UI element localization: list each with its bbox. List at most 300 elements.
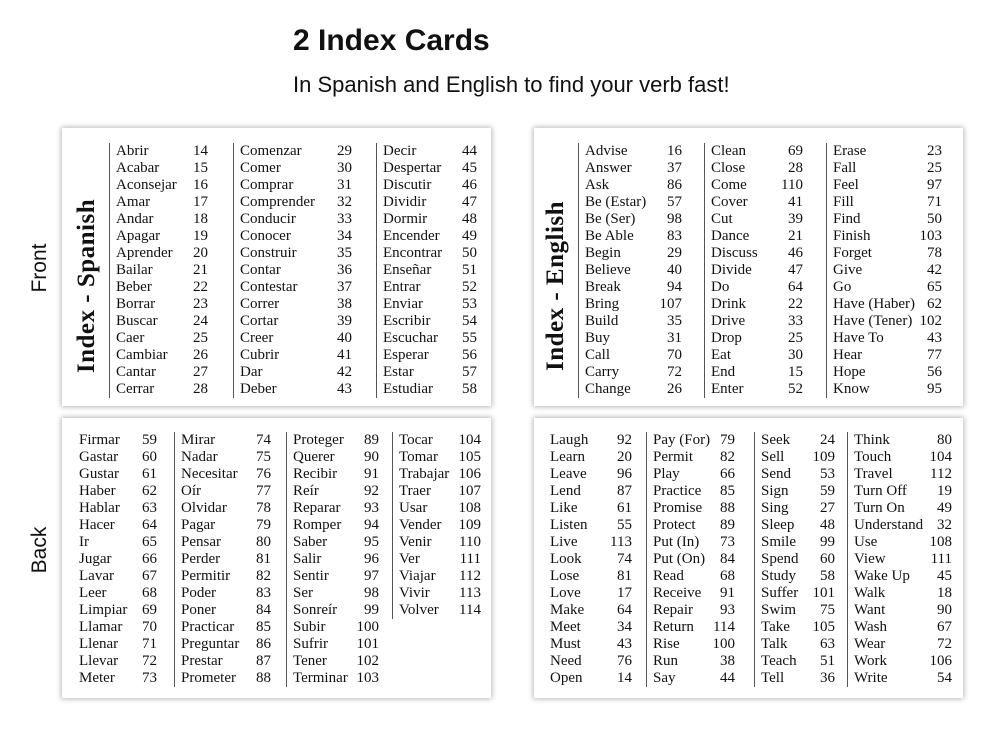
verb-number: 106 — [458, 466, 481, 482]
verb-entry — [848, 534, 952, 551]
verb-word: Encender — [383, 228, 440, 244]
verb-word: Suffer — [761, 585, 799, 601]
verb-entry — [579, 245, 682, 262]
verb-number: 64 — [142, 517, 157, 533]
verb-entry — [234, 313, 352, 330]
verb-word: Comprar — [240, 177, 294, 193]
verb-entry — [647, 619, 735, 636]
verb-number: 61 — [142, 466, 157, 482]
verb-entry — [175, 432, 271, 449]
verb-word: Reparar — [293, 500, 341, 516]
verb-word: Enseñar — [383, 262, 432, 278]
verb-word: Caer — [116, 330, 145, 346]
verb-column — [376, 143, 477, 398]
verb-number: 22 — [193, 279, 208, 295]
verb-number: 112 — [459, 568, 481, 584]
verb-entry — [393, 483, 481, 500]
verb-word: Borrar — [116, 296, 156, 312]
verb-number: 16 — [667, 143, 682, 159]
verb-word: Lend — [550, 483, 581, 499]
verb-number: 27 — [193, 364, 208, 380]
verb-number: 26 — [667, 381, 682, 397]
verb-word: Wake Up — [854, 568, 910, 584]
verb-entry — [705, 177, 803, 194]
verb-entry — [544, 466, 632, 483]
verb-number: 25 — [927, 160, 942, 176]
verb-number: 14 — [617, 670, 632, 686]
verb-number: 39 — [337, 313, 352, 329]
verb-entry — [377, 177, 477, 194]
verb-number: 78 — [927, 245, 942, 261]
verb-number: 45 — [462, 160, 477, 176]
verb-word: Traer — [399, 483, 431, 499]
verb-entry — [579, 381, 682, 398]
verb-number: 30 — [337, 160, 352, 176]
verb-word: Open — [550, 670, 583, 686]
verb-number: 28 — [788, 160, 803, 176]
verb-number: 48 — [820, 517, 835, 533]
verb-entry — [110, 160, 208, 177]
verb-entry — [579, 211, 682, 228]
verb-number: 103 — [356, 670, 379, 686]
verb-word: Spend — [761, 551, 799, 567]
verb-word: Hope — [833, 364, 866, 380]
verb-entry — [647, 585, 735, 602]
verb-entry — [755, 636, 835, 653]
verb-number: 25 — [193, 330, 208, 346]
verb-entry — [73, 449, 157, 466]
verb-number: 98 — [667, 211, 682, 227]
verb-entry — [755, 449, 835, 466]
verb-entry — [848, 449, 952, 466]
verb-word: Play — [653, 466, 680, 482]
verb-word: Vivir — [399, 585, 430, 601]
verb-entry — [827, 296, 942, 313]
verb-word: Work — [854, 653, 887, 669]
verb-number: 17 — [617, 585, 632, 601]
verb-word: Come — [711, 177, 747, 193]
verb-entry — [73, 432, 157, 449]
verb-entry — [73, 517, 157, 534]
verb-column — [578, 143, 682, 398]
verb-number: 90 — [937, 602, 952, 618]
verb-number: 66 — [142, 551, 157, 567]
verb-entry — [827, 347, 942, 364]
verb-entry — [755, 534, 835, 551]
verb-word: Meter — [79, 670, 115, 686]
verb-entry — [705, 330, 803, 347]
verb-number: 32 — [937, 517, 952, 533]
verb-word: Receive — [653, 585, 702, 601]
verb-word: Reír — [293, 483, 319, 499]
verb-number: 24 — [193, 313, 208, 329]
verb-column — [73, 432, 157, 687]
verb-number: 23 — [927, 143, 942, 159]
verb-entry — [377, 279, 477, 296]
verb-entry — [544, 568, 632, 585]
verb-number: 30 — [788, 347, 803, 363]
verb-number: 62 — [927, 296, 942, 312]
verb-word: Nadar — [181, 449, 218, 465]
verb-column — [544, 432, 632, 687]
verb-number: 73 — [142, 670, 157, 686]
verb-word: Sign — [761, 483, 789, 499]
verb-word: Comer — [240, 160, 281, 176]
verb-word: Practice — [653, 483, 702, 499]
verb-word: Poner — [181, 602, 216, 618]
verb-entry — [110, 262, 208, 279]
verb-entry — [827, 211, 942, 228]
verb-entry — [234, 279, 352, 296]
verb-word: Conducir — [240, 211, 296, 227]
verb-entry — [544, 551, 632, 568]
verb-entry — [755, 619, 835, 636]
verb-number: 112 — [930, 466, 952, 482]
verb-entry — [73, 466, 157, 483]
verb-number: 51 — [462, 262, 477, 278]
verb-word: Gastar — [79, 449, 119, 465]
verb-word: Fill — [833, 194, 854, 210]
verb-entry — [705, 194, 803, 211]
verb-entry — [287, 585, 379, 602]
verb-entry — [544, 483, 632, 500]
verb-word: Rise — [653, 636, 680, 652]
verb-entry — [705, 160, 803, 177]
verb-word: Cover — [711, 194, 748, 210]
verb-word: Prestar — [181, 653, 223, 669]
verb-entry — [848, 551, 952, 568]
verb-word: Teach — [761, 653, 797, 669]
verb-entry — [377, 364, 477, 381]
verb-word: Pensar — [181, 534, 221, 550]
verb-number: 113 — [610, 534, 632, 550]
verb-number: 44 — [462, 143, 477, 159]
verb-entry — [544, 500, 632, 517]
verb-number: 113 — [459, 585, 481, 601]
verb-number: 114 — [713, 619, 735, 635]
verb-number: 103 — [919, 228, 942, 244]
verb-number: 21 — [788, 228, 803, 244]
verb-number: 14 — [193, 143, 208, 159]
verb-number: 15 — [193, 160, 208, 176]
verb-number: 84 — [720, 551, 735, 567]
verb-word: Contar — [240, 262, 281, 278]
verb-entry — [755, 568, 835, 585]
verb-number: 41 — [337, 347, 352, 363]
verb-word: Comenzar — [240, 143, 302, 159]
verb-number: 26 — [193, 347, 208, 363]
verb-entry — [705, 245, 803, 262]
verb-word: Amar — [116, 194, 151, 210]
verb-entry — [544, 619, 632, 636]
verb-word: Smile — [761, 534, 797, 550]
verb-word: Write — [854, 670, 888, 686]
verb-entry — [175, 500, 271, 517]
verb-entry — [234, 160, 352, 177]
verb-word: Construir — [240, 245, 297, 261]
verb-word: Run — [653, 653, 679, 669]
verb-entry — [175, 585, 271, 602]
verb-word: Decir — [383, 143, 417, 159]
verb-entry — [755, 466, 835, 483]
verb-number: 43 — [337, 381, 352, 397]
verb-word: Put (In) — [653, 534, 700, 550]
verb-word: Feel — [833, 177, 859, 193]
verb-number: 18 — [193, 211, 208, 227]
verb-number: 69 — [788, 143, 803, 159]
verb-entry — [110, 313, 208, 330]
verb-entry — [73, 653, 157, 670]
verb-entry — [287, 619, 379, 636]
verb-word: Estudiar — [383, 381, 433, 397]
verb-number: 107 — [458, 483, 481, 499]
card-front-english — [534, 128, 963, 406]
verb-word: Despertar — [383, 160, 442, 176]
verb-entry — [287, 483, 379, 500]
verb-entry — [827, 262, 942, 279]
verb-word: Eat — [711, 347, 731, 363]
verb-entry — [755, 551, 835, 568]
verb-entry — [377, 313, 477, 330]
verb-number: 21 — [193, 262, 208, 278]
verb-entry — [234, 245, 352, 262]
verb-entry — [579, 279, 682, 296]
verb-number: 55 — [617, 517, 632, 533]
verb-word: Cantar — [116, 364, 156, 380]
verb-word: Usar — [399, 500, 428, 516]
verb-number: 91 — [364, 466, 379, 482]
verb-number: 20 — [617, 449, 632, 465]
verb-entry — [287, 551, 379, 568]
verb-number: 46 — [462, 177, 477, 193]
verb-word: Be Able — [585, 228, 634, 244]
verb-word: Change — [585, 381, 631, 397]
verb-entry — [755, 585, 835, 602]
verb-word: Vender — [399, 517, 442, 533]
verb-entry — [647, 500, 735, 517]
verb-word: Pay (For) — [653, 432, 711, 448]
verb-entry — [579, 160, 682, 177]
verb-entry — [579, 364, 682, 381]
verb-entry — [848, 568, 952, 585]
verb-word: Haber — [79, 483, 116, 499]
verb-word: Carry — [585, 364, 620, 380]
verb-entry — [73, 670, 157, 687]
verb-word: Buscar — [116, 313, 158, 329]
verb-word: Return — [653, 619, 694, 635]
verb-entry — [647, 432, 735, 449]
verb-number: 38 — [337, 296, 352, 312]
verb-entry — [73, 585, 157, 602]
verb-entry — [393, 500, 481, 517]
verb-word: Learn — [550, 449, 585, 465]
verb-entry — [647, 670, 735, 687]
verb-entry — [579, 347, 682, 364]
verb-entry — [848, 483, 952, 500]
verb-entry — [579, 296, 682, 313]
verb-entry — [705, 279, 803, 296]
verb-number: 67 — [142, 568, 157, 584]
verb-number: 105 — [812, 619, 835, 635]
verb-word: Llenar — [79, 636, 119, 652]
verb-entry — [73, 534, 157, 551]
verb-number: 98 — [364, 585, 379, 601]
verb-number: 37 — [667, 160, 682, 176]
verb-word: Begin — [585, 245, 621, 261]
verb-number: 44 — [720, 670, 735, 686]
verb-entry — [848, 670, 952, 687]
verb-number: 70 — [142, 619, 157, 635]
verb-entry — [175, 636, 271, 653]
verb-word: Use — [854, 534, 878, 550]
verb-entry — [175, 568, 271, 585]
verb-number: 87 — [617, 483, 632, 499]
verb-column — [754, 432, 835, 687]
verb-word: Go — [833, 279, 852, 295]
verb-entry — [393, 585, 481, 602]
verb-entry — [175, 449, 271, 466]
verb-word: Cambiar — [116, 347, 168, 363]
verb-word: Necesitar — [181, 466, 238, 482]
verb-word: Divide — [711, 262, 752, 278]
verb-word: Practicar — [181, 619, 235, 635]
verb-word: Wear — [854, 636, 886, 652]
verb-number: 52 — [462, 279, 477, 295]
verb-entry — [393, 534, 481, 551]
verb-entry — [175, 551, 271, 568]
verb-column — [704, 143, 803, 398]
verb-entry — [110, 245, 208, 262]
verb-word: Proteger — [293, 432, 344, 448]
verb-word: Touch — [854, 449, 892, 465]
verb-number: 50 — [462, 245, 477, 261]
verb-entry — [544, 653, 632, 670]
verb-number: 96 — [364, 551, 379, 567]
verb-entry — [393, 432, 481, 449]
verb-entry — [827, 313, 942, 330]
verb-number: 104 — [458, 432, 481, 448]
verb-word: Sonreír — [293, 602, 338, 618]
verb-column — [392, 432, 481, 619]
card-title-spanish — [70, 166, 104, 406]
verb-word: Talk — [761, 636, 788, 652]
verb-word: Protect — [653, 517, 696, 533]
verb-number: 72 — [142, 653, 157, 669]
page-subtitle: In Spanish and English to find your verb fast! — [293, 72, 730, 97]
verb-word: Limpiar — [79, 602, 128, 618]
verb-entry — [579, 143, 682, 160]
verb-number: 88 — [256, 670, 271, 686]
verb-entry — [287, 636, 379, 653]
verb-word: Leave — [550, 466, 587, 482]
verb-number: 54 — [462, 313, 477, 329]
verb-word: Querer — [293, 449, 335, 465]
verb-entry — [705, 381, 803, 398]
verb-word: Sing — [761, 500, 789, 516]
verb-number: 60 — [142, 449, 157, 465]
verb-entry — [234, 177, 352, 194]
verb-entry — [848, 619, 952, 636]
verb-entry — [377, 194, 477, 211]
verb-number: 17 — [193, 194, 208, 210]
verb-entry — [287, 534, 379, 551]
verb-word: Apagar — [116, 228, 161, 244]
verb-entry — [848, 517, 952, 534]
verb-word: Ir — [79, 534, 89, 550]
verb-word: Take — [761, 619, 790, 635]
verb-number: 34 — [617, 619, 632, 635]
verb-entry — [705, 313, 803, 330]
verb-entry — [848, 636, 952, 653]
verb-number: 45 — [937, 568, 952, 584]
verb-word: Lavar — [79, 568, 114, 584]
verb-word: Tell — [761, 670, 785, 686]
verb-entry — [175, 619, 271, 636]
verb-entry — [755, 432, 835, 449]
verb-entry — [175, 466, 271, 483]
verb-number: 29 — [667, 245, 682, 261]
verb-word: Salir — [293, 551, 322, 567]
verb-number: 74 — [617, 551, 632, 567]
verb-word: Put (On) — [653, 551, 706, 567]
verb-entry — [73, 551, 157, 568]
verb-number: 109 — [458, 517, 481, 533]
verb-entry — [234, 330, 352, 347]
verb-word: Ser — [293, 585, 313, 601]
verb-number: 80 — [256, 534, 271, 550]
verb-word: Forget — [833, 245, 872, 261]
verb-number: 76 — [617, 653, 632, 669]
verb-number: 32 — [337, 194, 352, 210]
verb-entry — [287, 500, 379, 517]
verb-number: 40 — [667, 262, 682, 278]
verb-entry — [377, 381, 477, 398]
verb-entry — [848, 500, 952, 517]
verb-column — [847, 432, 952, 687]
verb-number: 58 — [820, 568, 835, 584]
card-title-english — [539, 166, 573, 406]
verb-number: 109 — [812, 449, 835, 465]
verb-entry — [544, 534, 632, 551]
verb-entry — [544, 602, 632, 619]
verb-entry — [377, 262, 477, 279]
verb-number: 20 — [193, 245, 208, 261]
verb-word: Perder — [181, 551, 221, 567]
verb-word: Understand — [854, 517, 924, 533]
verb-entry — [579, 262, 682, 279]
verb-word: Aconsejar — [116, 177, 177, 193]
verb-entry — [287, 602, 379, 619]
verb-entry — [287, 466, 379, 483]
verb-word: Discutir — [383, 177, 432, 193]
verb-word: Ver — [399, 551, 420, 567]
verb-entry — [705, 143, 803, 160]
verb-entry — [647, 483, 735, 500]
verb-number: 48 — [462, 211, 477, 227]
verb-word: Ask — [585, 177, 610, 193]
verb-entry — [234, 211, 352, 228]
verb-entry — [647, 517, 735, 534]
verb-word: Clean — [711, 143, 746, 159]
verb-number: 39 — [788, 211, 803, 227]
verb-word: Llamar — [79, 619, 123, 635]
verb-word: Be (Ser) — [585, 211, 636, 227]
verb-word: Like — [550, 500, 578, 516]
verb-entry — [73, 568, 157, 585]
verb-word: Travel — [854, 466, 893, 482]
verb-word: Volver — [399, 602, 439, 618]
verb-column — [826, 143, 942, 398]
